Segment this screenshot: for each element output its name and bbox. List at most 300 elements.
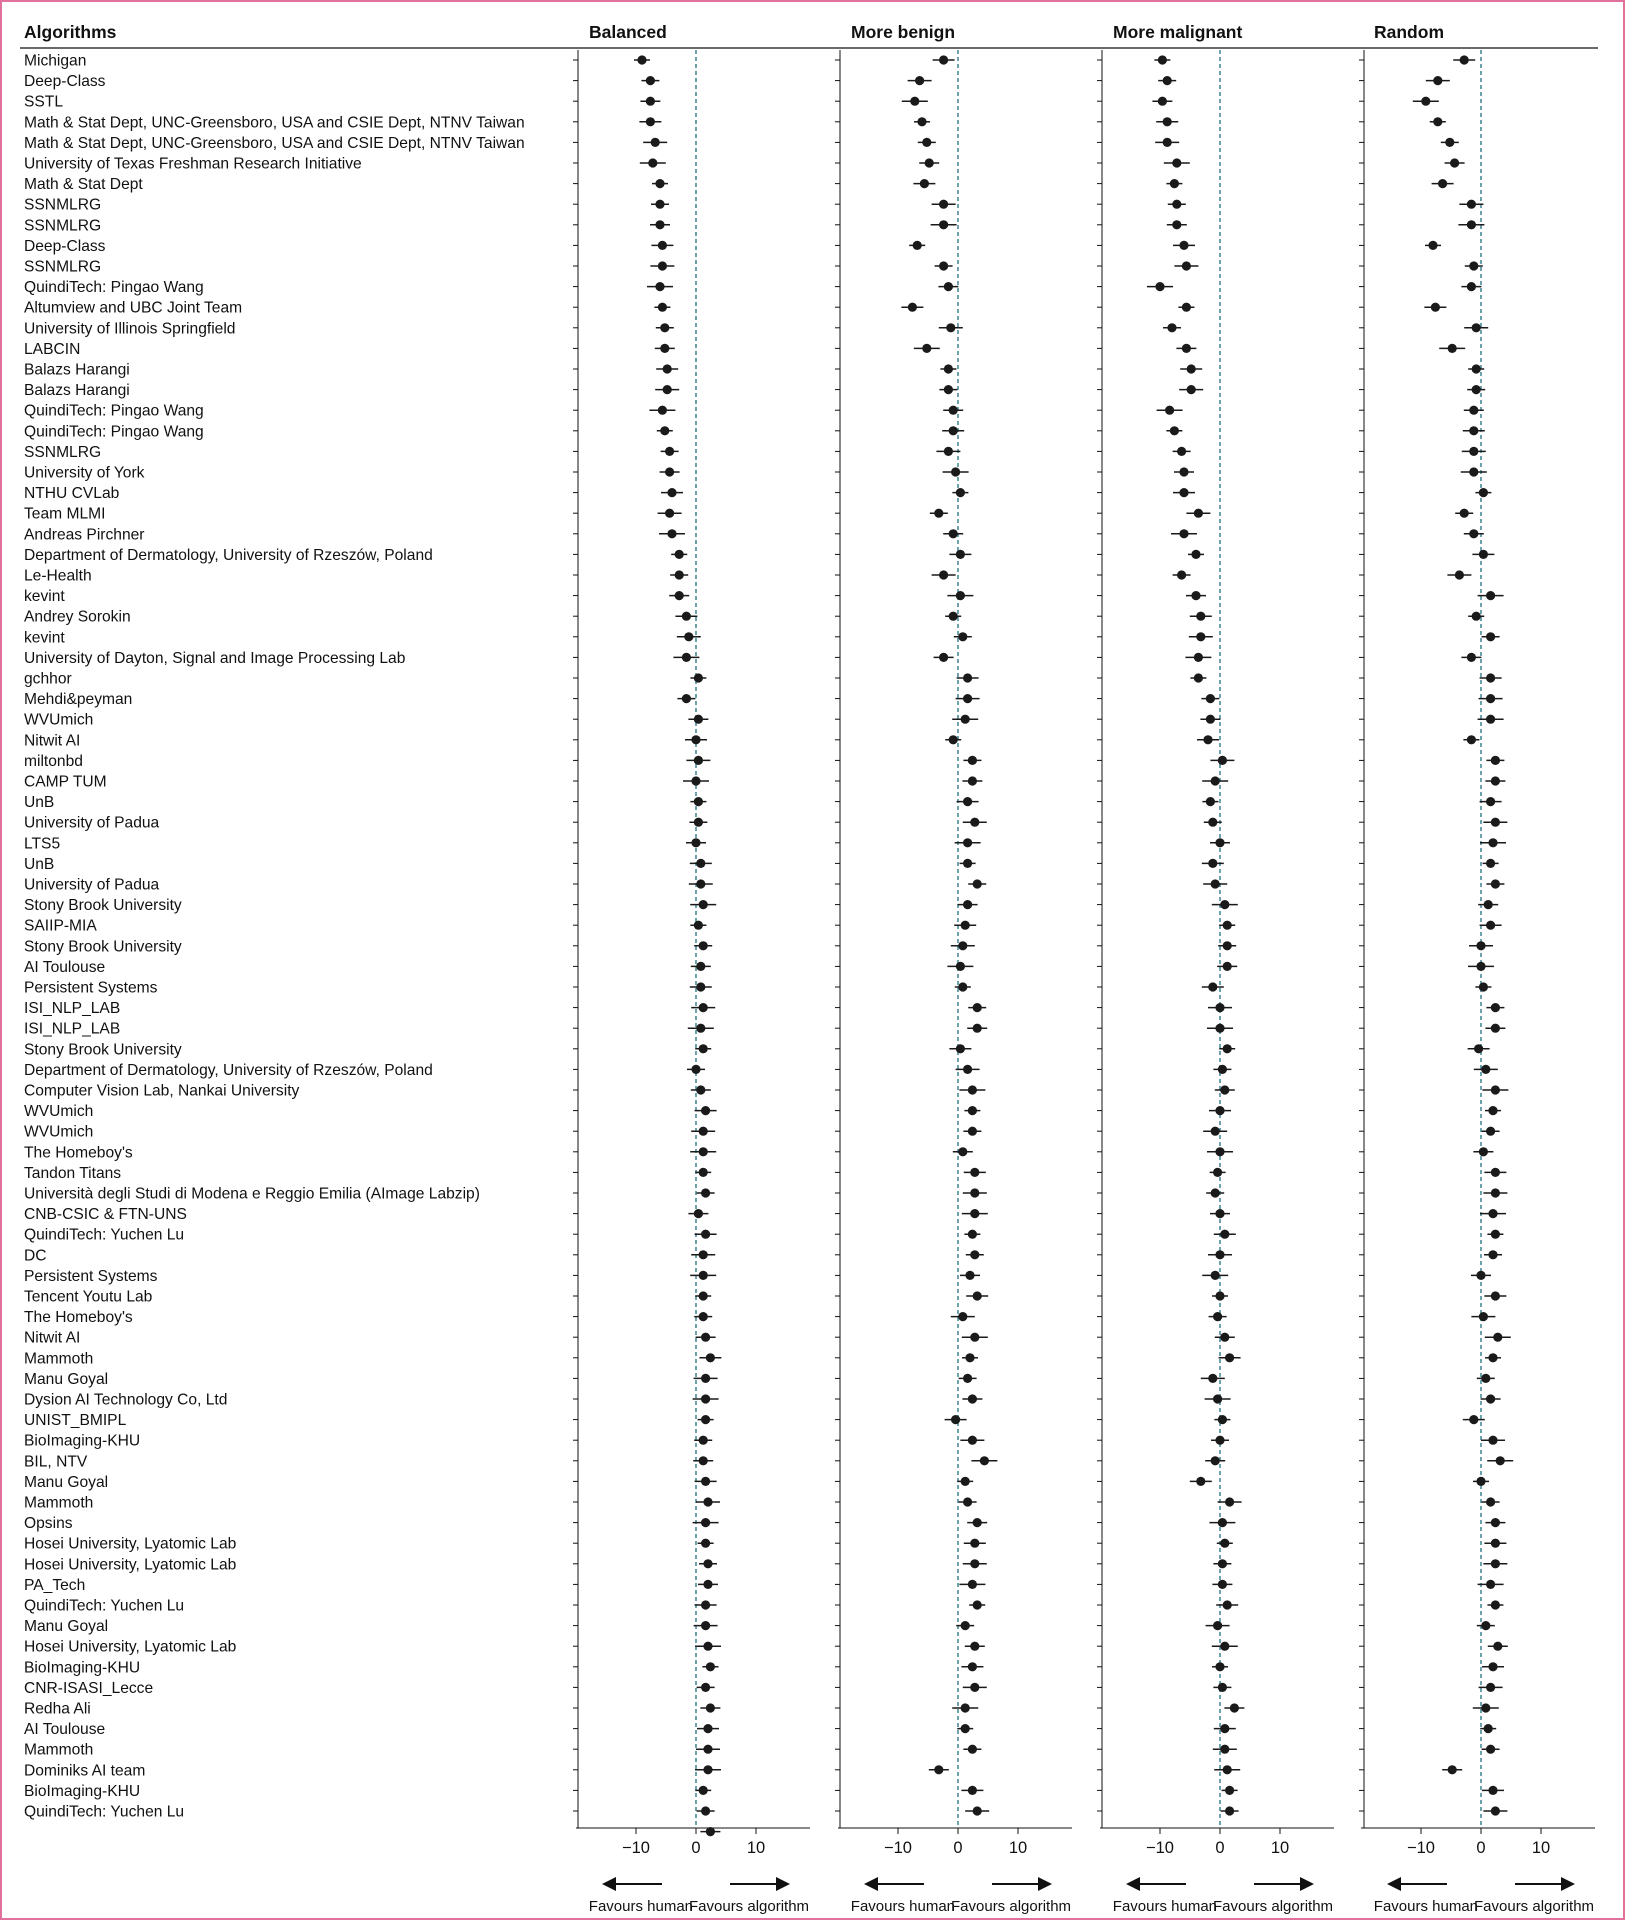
data-point (694, 673, 703, 682)
data-point (968, 1106, 977, 1115)
data-point (980, 1456, 989, 1465)
x-tick-label: 0 (1215, 1839, 1225, 1857)
algorithms-header: Algorithms (24, 22, 117, 42)
data-point (1208, 859, 1217, 868)
data-point (1163, 117, 1172, 126)
data-point (970, 818, 979, 827)
data-point (1187, 364, 1196, 373)
data-point (1177, 570, 1186, 579)
algorithm-label: Stony Brook University (24, 938, 182, 956)
data-point (1474, 1044, 1483, 1053)
data-point (691, 1065, 700, 1074)
data-point (1479, 1312, 1488, 1321)
data-point (1220, 1333, 1229, 1342)
algorithm-label-column (24, 53, 525, 1821)
data-point (1467, 653, 1476, 662)
data-point (1481, 1374, 1490, 1383)
data-point (961, 1621, 970, 1630)
data-point (1167, 323, 1176, 332)
x-tick-label: 0 (691, 1839, 701, 1857)
data-point (1223, 921, 1232, 930)
data-point (706, 1353, 715, 1362)
data-point (1182, 261, 1191, 270)
data-point (684, 632, 693, 641)
data-point (968, 1745, 977, 1754)
data-point (696, 982, 705, 991)
data-point (663, 364, 672, 373)
data-point (699, 900, 708, 909)
data-point (696, 1085, 705, 1094)
algorithm-label: University of Texas Freshman Research Initiative (24, 155, 362, 173)
data-point (970, 1559, 979, 1568)
data-point (660, 426, 669, 435)
data-point (1206, 694, 1215, 703)
algorithm-label: University of Padua (24, 814, 160, 832)
algorithm-label: AI Toulouse (24, 1721, 106, 1739)
data-point (701, 1394, 710, 1403)
data-point (1486, 591, 1495, 600)
data-point (701, 1415, 710, 1424)
algorithm-label: CNR-ISASI_Lecce (24, 1679, 154, 1697)
data-point (675, 591, 684, 600)
data-point (699, 1436, 708, 1445)
data-point (968, 776, 977, 785)
data-point (1491, 1291, 1500, 1300)
data-point (1194, 653, 1203, 662)
data-point (701, 1539, 710, 1548)
algorithm-label: SSNMLRG (24, 443, 102, 461)
algorithm-label: Manu Goyal (24, 1370, 109, 1388)
data-point (1486, 632, 1495, 641)
data-point (1472, 323, 1481, 332)
algorithm-label: Persistent Systems (24, 1267, 158, 1285)
data-point (699, 1312, 708, 1321)
data-point (1215, 1003, 1224, 1012)
algorithm-label: SSNMLRG (24, 258, 102, 276)
algorithm-label: Redha Ali (24, 1700, 91, 1718)
data-point (1218, 1559, 1227, 1568)
algorithm-label: BioImaging-KHU (24, 1782, 141, 1800)
data-point (949, 612, 958, 621)
data-point (675, 550, 684, 559)
data-point (1223, 1765, 1232, 1774)
data-point (1488, 1106, 1497, 1115)
data-point (696, 879, 705, 888)
data-point (968, 1230, 977, 1239)
data-point (651, 138, 660, 147)
data-point (965, 1271, 974, 1280)
data-point (1155, 282, 1164, 291)
data-point (951, 467, 960, 476)
data-point (1493, 1642, 1502, 1651)
panel-title: Balanced (589, 22, 667, 42)
data-point (1220, 1642, 1229, 1651)
algorithm-label: QuindiTech: Yuchen Lu (24, 1597, 185, 1615)
algorithm-label: Balazs Harangi (24, 361, 130, 379)
data-point (1486, 1497, 1495, 1506)
data-point (1179, 241, 1188, 250)
algorithm-label: Math & Stat Dept (24, 176, 143, 194)
x-tick-label: 0 (1476, 1839, 1486, 1857)
data-point (703, 1559, 712, 1568)
algorithm-label: BioImaging-KHU (24, 1659, 141, 1677)
data-point (1433, 76, 1442, 85)
data-point (1467, 200, 1476, 209)
data-point (973, 1806, 982, 1815)
data-point (939, 220, 948, 229)
data-point (970, 1168, 979, 1177)
data-point (699, 1291, 708, 1300)
data-point (939, 653, 948, 662)
forest-plot-panels (573, 22, 1595, 1915)
data-point (1467, 735, 1476, 744)
data-point (1203, 735, 1212, 744)
data-point (667, 488, 676, 497)
data-point (922, 138, 931, 147)
data-point (1438, 179, 1447, 188)
data-point (1218, 1580, 1227, 1589)
data-point (655, 220, 664, 229)
data-point (665, 447, 674, 456)
data-point (1486, 1683, 1495, 1692)
data-point (944, 364, 953, 373)
data-point (706, 1703, 715, 1712)
algorithm-label: LTS5 (24, 835, 61, 853)
data-point (1488, 1250, 1497, 1259)
data-point (1472, 385, 1481, 394)
data-point (958, 1312, 967, 1321)
data-point (1225, 1353, 1234, 1362)
data-point (1206, 715, 1215, 724)
data-point (1479, 550, 1488, 559)
data-point (1476, 941, 1485, 950)
data-point (655, 282, 664, 291)
arrow-right-head (1561, 1877, 1575, 1891)
data-point (691, 838, 700, 847)
data-point (1486, 673, 1495, 682)
data-point (1165, 406, 1174, 415)
data-point (920, 179, 929, 188)
data-point (701, 1518, 710, 1527)
x-tick-label: 10 (746, 1839, 766, 1857)
data-point (703, 1765, 712, 1774)
data-point (970, 1188, 979, 1197)
algorithm-label: CNB-CSIC & FTN-UNS (24, 1206, 187, 1224)
data-point (658, 261, 667, 270)
data-point (944, 385, 953, 394)
data-point (1179, 488, 1188, 497)
x-tick-label: −10 (622, 1839, 650, 1857)
algorithm-label: WVUmich (24, 711, 94, 729)
data-point (1182, 344, 1191, 353)
data-point (1208, 818, 1217, 827)
data-point (646, 117, 655, 126)
data-point (1213, 1168, 1222, 1177)
data-point (922, 344, 931, 353)
data-point (946, 323, 955, 332)
data-point (908, 303, 917, 312)
algorithm-label: Hosei University, Lyatomic Lab (24, 1556, 237, 1574)
data-point (956, 962, 965, 971)
data-point (660, 344, 669, 353)
data-point (1486, 715, 1495, 724)
data-point (1486, 694, 1495, 703)
data-point (963, 694, 972, 703)
data-point (701, 1106, 710, 1115)
data-point (1223, 962, 1232, 971)
data-point (1491, 1806, 1500, 1815)
data-point (1194, 509, 1203, 518)
algorithm-label: Deep-Class (24, 237, 106, 255)
algorithm-label: QuindiTech: Pingao Wang (24, 423, 204, 441)
favours-algorithm-label: Favours algorithm (689, 1898, 810, 1915)
data-point (973, 1003, 982, 1012)
data-point (915, 76, 924, 85)
algorithm-label: Andreas Pirchner (24, 526, 145, 544)
algorithm-label: Michigan (24, 52, 87, 70)
algorithm-label: kevint (24, 629, 65, 647)
data-point (696, 962, 705, 971)
algorithm-label: Opsins (24, 1515, 73, 1533)
data-point (694, 756, 703, 765)
data-point (1223, 1600, 1232, 1609)
data-point (1486, 1127, 1495, 1136)
x-tick-label: 0 (953, 1839, 963, 1857)
data-point (682, 653, 691, 662)
data-point (1486, 1394, 1495, 1403)
algorithm-label: QuindiTech: Yuchen Lu (24, 1226, 185, 1244)
favours-human-label: Favours human (1112, 1898, 1217, 1915)
data-point (970, 1209, 979, 1218)
data-point (949, 735, 958, 744)
data-point (968, 756, 977, 765)
data-point (1211, 776, 1220, 785)
data-point (970, 1539, 979, 1548)
data-point (1491, 1559, 1500, 1568)
favours-human-label: Favours human (850, 1898, 955, 1915)
data-point (925, 158, 934, 167)
algorithm-label: Stony Brook University (24, 1041, 182, 1059)
x-tick-label: −10 (1146, 1839, 1174, 1857)
data-point (1225, 1497, 1234, 1506)
arrow-right-head (776, 1877, 790, 1891)
data-point (682, 612, 691, 621)
data-point (701, 1600, 710, 1609)
data-point (1170, 179, 1179, 188)
data-point (1484, 1724, 1493, 1733)
data-point (934, 509, 943, 518)
data-point (1467, 220, 1476, 229)
data-point (1491, 1085, 1500, 1094)
data-point (701, 1621, 710, 1630)
data-point (968, 1662, 977, 1671)
algorithm-label: kevint (24, 588, 65, 606)
data-point (956, 488, 965, 497)
algorithm-label: SSNMLRG (24, 217, 102, 235)
data-point (1450, 158, 1459, 167)
data-point (1218, 756, 1227, 765)
panel-balanced (573, 22, 810, 1915)
algorithm-label: Department of Dermatology, University of Rzeszów, Poland (24, 1061, 433, 1079)
data-point (1213, 1312, 1222, 1321)
data-point (1211, 879, 1220, 888)
data-point (963, 838, 972, 847)
data-point (1179, 529, 1188, 538)
data-point (1476, 1477, 1485, 1486)
panel-title: Random (1374, 22, 1444, 42)
data-point (696, 1024, 705, 1033)
data-point (637, 55, 646, 64)
panel-random (1359, 22, 1595, 1915)
data-point (694, 818, 703, 827)
algorithm-label: SSNMLRG (24, 196, 102, 214)
data-point (699, 1147, 708, 1156)
data-point (1218, 1065, 1227, 1074)
data-point (699, 1456, 708, 1465)
data-point (699, 941, 708, 950)
data-point (968, 1786, 977, 1795)
algorithm-label: QuindiTech: Pingao Wang (24, 279, 204, 297)
data-point (968, 1580, 977, 1589)
data-point (1445, 138, 1454, 147)
algorithm-label: Andrey Sorokin (24, 608, 131, 626)
algorithm-label: Stony Brook University (24, 897, 182, 915)
data-point (1460, 55, 1469, 64)
data-point (699, 1168, 708, 1177)
favours-algorithm-label: Favours algorithm (1474, 1898, 1595, 1915)
algorithm-label: Hosei University, Lyatomic Lab (24, 1638, 237, 1656)
forest-plot-figure (2, 2, 1623, 1918)
data-point (703, 1580, 712, 1589)
data-point (939, 570, 948, 579)
algorithm-label: Mehdi&peyman (24, 691, 133, 709)
data-point (963, 1065, 972, 1074)
algorithm-label: BIL, NTV (24, 1453, 88, 1471)
x-tick-label: 10 (1270, 1839, 1290, 1857)
algorithm-label: Math & Stat Dept, UNC-Greensboro, USA and CSIE Dept, NTNV Taiwan (24, 134, 525, 152)
data-point (973, 879, 982, 888)
data-point (1218, 1415, 1227, 1424)
data-point (1469, 426, 1478, 435)
data-point (1215, 1291, 1224, 1300)
data-point (1491, 879, 1500, 888)
data-point (1472, 612, 1481, 621)
panel-more-benign (835, 22, 1072, 1915)
data-point (973, 1024, 982, 1033)
data-point (1179, 467, 1188, 476)
data-point (1469, 467, 1478, 476)
arrow-left-head (602, 1877, 616, 1891)
data-point (703, 1724, 712, 1733)
data-point (973, 1600, 982, 1609)
data-point (699, 1250, 708, 1259)
algorithm-label: Balazs Harangi (24, 382, 130, 400)
x-tick-label: 10 (1008, 1839, 1028, 1857)
data-point (1218, 1683, 1227, 1692)
data-point (949, 426, 958, 435)
data-point (1211, 1456, 1220, 1465)
data-point (970, 1333, 979, 1342)
data-point (956, 550, 965, 559)
data-point (1191, 591, 1200, 600)
data-point (1479, 1147, 1488, 1156)
data-point (951, 1415, 960, 1424)
data-point (675, 570, 684, 579)
data-point (956, 591, 965, 600)
favours-algorithm-label: Favours algorithm (951, 1898, 1072, 1915)
data-point (699, 1271, 708, 1280)
algorithm-label: UNIST_BMIPL (24, 1412, 127, 1430)
data-point (1196, 632, 1205, 641)
algorithm-label: Department of Dermatology, University of Rzeszów, Poland (24, 546, 433, 564)
data-point (1491, 776, 1500, 785)
data-point (1431, 303, 1440, 312)
data-point (701, 1806, 710, 1815)
data-point (1208, 982, 1217, 991)
data-point (694, 715, 703, 724)
data-point (701, 1230, 710, 1239)
algorithm-label: NTHU CVLab (24, 485, 120, 503)
data-point (939, 261, 948, 270)
algorithm-label: Computer Vision Lab, Nankai University (24, 1082, 300, 1100)
data-point (1194, 673, 1203, 682)
algorithm-label: Università degli Studi di Modena e Reggio Emilia (AImage Labzip) (24, 1185, 480, 1203)
data-point (1215, 1209, 1224, 1218)
data-point (703, 1745, 712, 1754)
data-point (699, 1786, 708, 1795)
data-point (1220, 1085, 1229, 1094)
data-point (667, 529, 676, 538)
algorithm-label: WVUmich (24, 1123, 94, 1141)
data-point (701, 1477, 710, 1486)
data-point (973, 1518, 982, 1527)
algorithm-label: WVUmich (24, 1103, 94, 1121)
data-point (970, 1683, 979, 1692)
data-point (701, 1683, 710, 1692)
data-point (1460, 509, 1469, 518)
data-point (1488, 1353, 1497, 1362)
arrow-left-head (1387, 1877, 1401, 1891)
algorithm-label: AI Toulouse (24, 958, 106, 976)
data-point (970, 1642, 979, 1651)
data-point (1230, 1703, 1239, 1712)
algorithm-label: The Homeboy's (24, 1309, 133, 1327)
data-point (958, 632, 967, 641)
data-point (1428, 241, 1437, 250)
data-point (1448, 344, 1457, 353)
data-point (691, 735, 700, 744)
algorithm-label: University of Dayton, Signal and Image Processing Lab (24, 649, 406, 667)
data-point (1491, 1188, 1500, 1197)
algorithm-label: Manu Goyal (24, 1473, 109, 1491)
data-point (1481, 1703, 1490, 1712)
data-point (1215, 1024, 1224, 1033)
algorithm-label: Nitwit AI (24, 732, 81, 750)
data-point (1220, 900, 1229, 909)
data-point (1469, 529, 1478, 538)
data-point (1220, 1745, 1229, 1754)
x-tick-label: −10 (1407, 1839, 1435, 1857)
favours-human-label: Favours human (588, 1898, 693, 1915)
data-point (1481, 1065, 1490, 1074)
data-point (963, 1497, 972, 1506)
arrow-right-head (1038, 1877, 1052, 1891)
data-point (663, 385, 672, 394)
data-point (944, 282, 953, 291)
data-point (1218, 1518, 1227, 1527)
data-point (1215, 1250, 1224, 1259)
data-point (1491, 1230, 1500, 1239)
